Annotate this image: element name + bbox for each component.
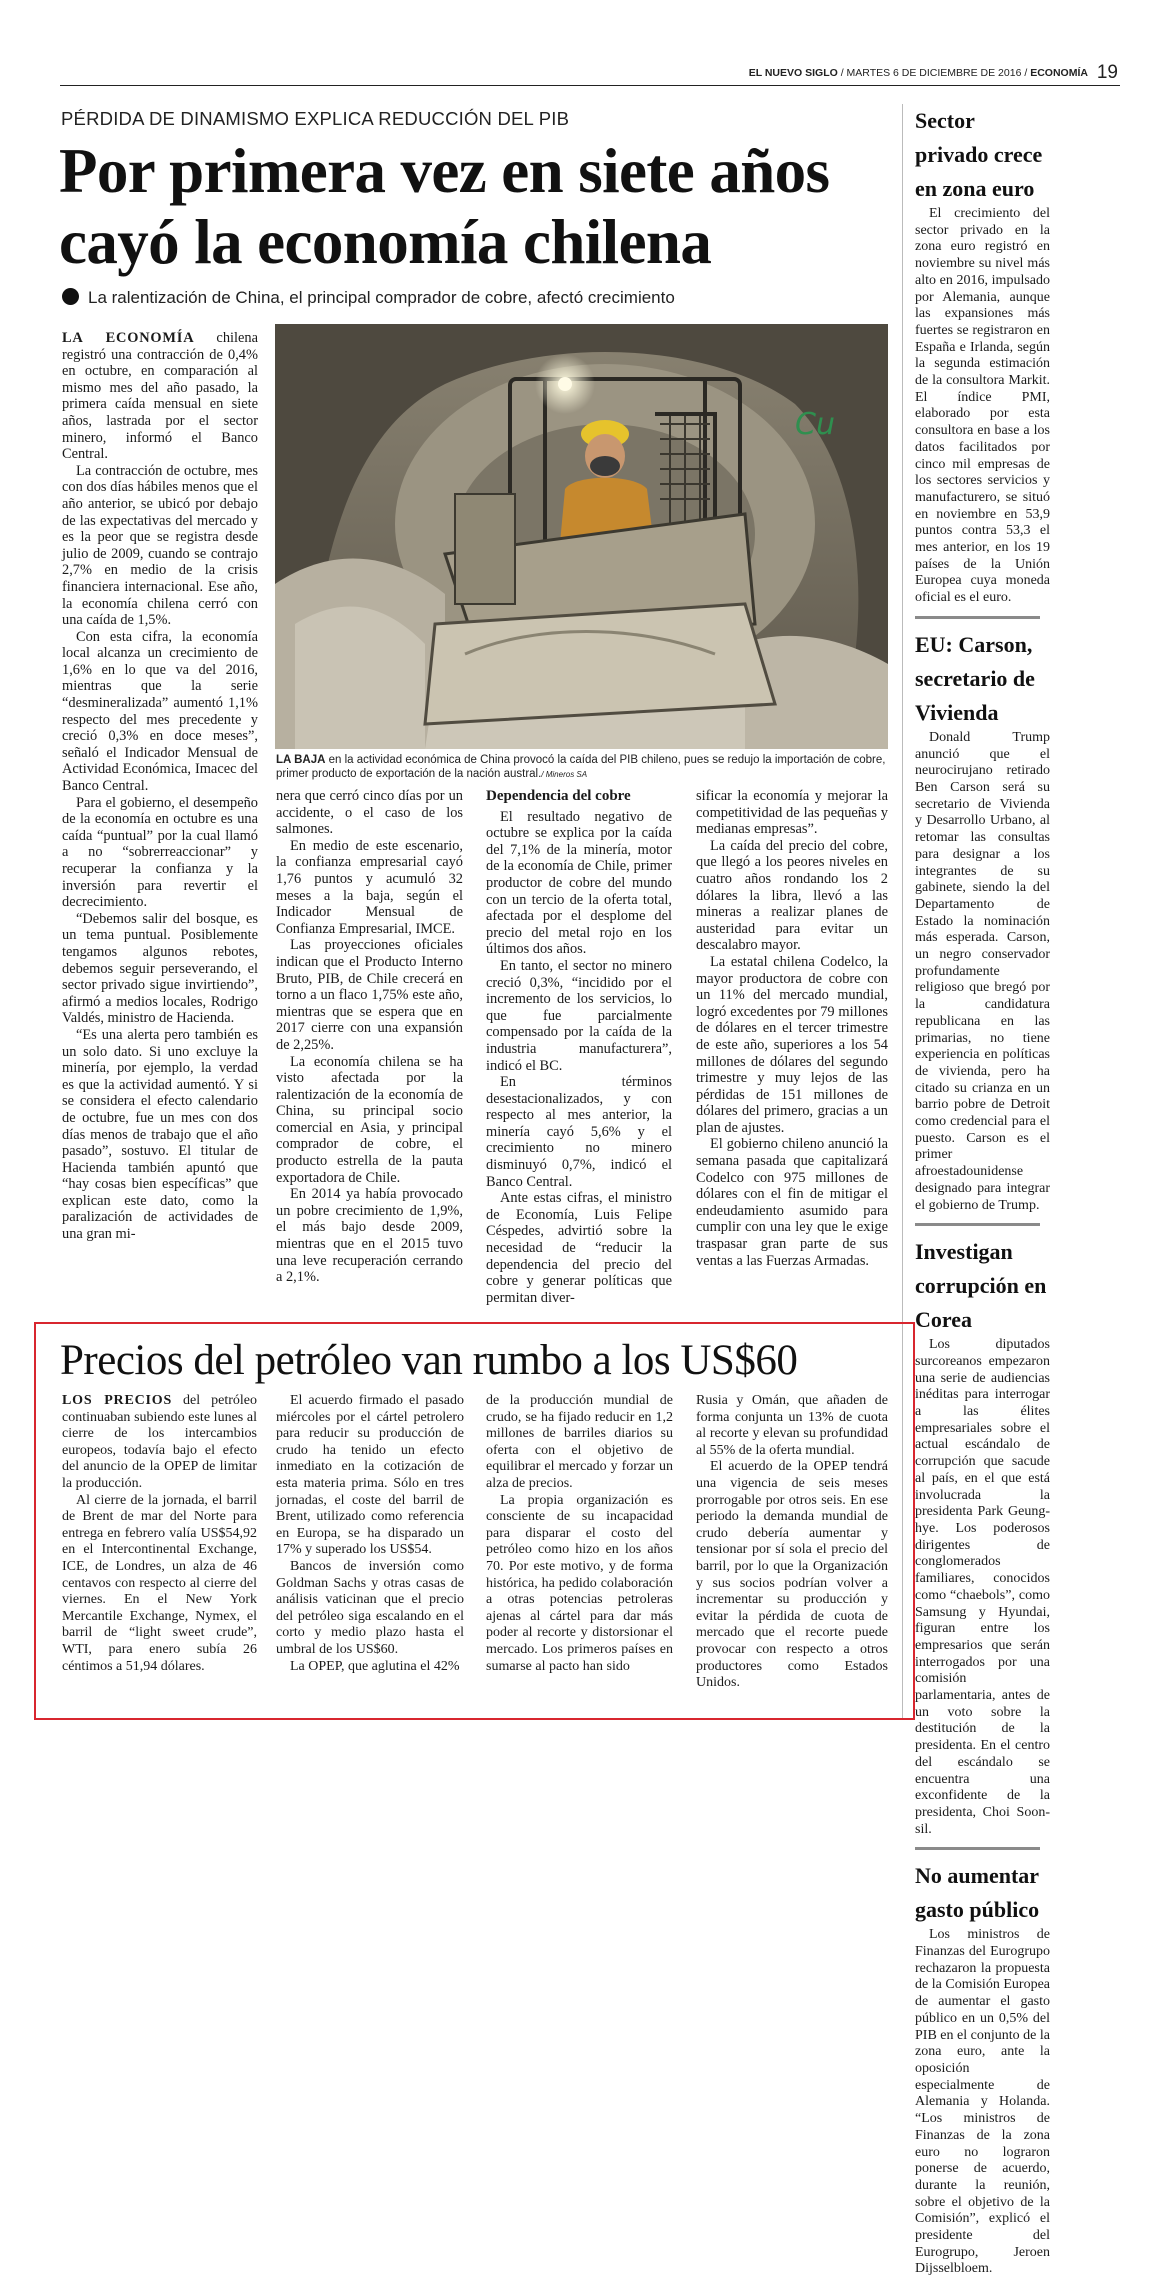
article-column-2 (276, 788, 463, 1315)
brief-item (915, 1859, 1050, 2278)
article-deck (62, 288, 902, 308)
lead-word: LA ECONOMÍA (62, 330, 195, 346)
article-paragraph: La OPEP, que aglutina el 42% (290, 1658, 460, 1674)
caption-text: en la actividad económica de China provocó la caída del PIB chileno, pues se redujo la importación de cobre, primer producto de exportación de la nación austral. (276, 754, 886, 780)
article-paragraph: El acuerdo de la OPEP tendrá una vigencia de seis meses prorrogable por otros seis. En ese periodo la demanda mundial de crudo debería aumentar y tensionar por sí sola el precio del barril, por lo que la Organización y sus socios podrían volver a incrementar su producción y evitar la pérdida de cuota de mercado que el recorte puede provocar con respecto a otros productores como Estados Unidos. (696, 1459, 888, 1691)
oil-column-1 (62, 1393, 257, 1711)
article-paragraph: Al cierre de la jornada, el barril de Brent de mar del Norte para entrega en febrero valía US$54,92 en el Intercontinental Exchange, ICE, de Londres, un alza de 46 centavos con respecto al cierre del viernes. En el New York Mercantile Exchange, Nymex, el barril de “light sweet crude”, WTI, para enero subía 26 céntimos a 51,94 dólares. (62, 1492, 257, 1674)
article-paragraph: En medio de este escenario, la confianza empresarial cayó 1,76 puntos y acumuló 32 meses a la baja, según el Indicador Mensual de Confianza Empresarial, IMCE. (276, 837, 463, 937)
article-column-1 (62, 330, 258, 1315)
article-paragraph: El acuerdo firmado el pasado miércoles por el cártel petrolero para reducir su producción de crudo ha tenido un efecto inmediato en la cotización de esta materia prima. Sólo en tres jornadas, el coste del barril de Brent, utilizado como referencia en Europa, se ha disparado un 17% y superado los US$54. (276, 1393, 464, 1558)
article-paragraph: “Debemos salir del bosque, es un tema puntual. Posiblemente tengamos algunos rebotes, debemos seguir perseverando, el sector privado sigue invirtiendo”, afirmó a medios locales, Rodrigo Valdés, ministro de Hacienda. (62, 910, 258, 1027)
article-paragraph: La propia organización es consciente de su incapacidad para disparar el costo del petróleo como hizo en los años 70. Por este motivo, y de forma histórica, ha pedido colaboración a otras potencias petroleras ajenas al cártel para dar más poder al recorte y distorsionar el mercado. Los primeros países en sumarse al pacto han sido (486, 1492, 673, 1674)
article-paragraph: Bancos de inversión como Goldman Sachs y otras casas de análisis vaticinan que el precio del petróleo siga escalando en el corto y medio plazo hasta el umbral de los US$60. (276, 1558, 464, 1657)
brief-title: EU: Carson, secretario de Vivienda (915, 631, 1035, 725)
brief-item (915, 628, 1050, 1214)
oil-column-4 (696, 1393, 888, 1711)
news-brief-sidebar (915, 104, 1050, 2278)
article-paragraph: La economía chilena se ha visto afectada por la ralentización de la economía de China, su principal socio comercial en Asia, y principal comprador de cobre, el producto estrella de la pauta exportadora de Chile. (276, 1053, 463, 1186)
brief-title: Sector privado crece en zona euro (915, 108, 1043, 201)
masthead: EL NUEVO SIGLO / MARTES 6 DE DICIEMBRE DE 2016 / ECONOMÍA 19 (60, 62, 1120, 86)
photo-credit: / Mineros SA (541, 770, 588, 779)
article-paragraph: sificar la economía y mejorar la competitividad de las pequeñas y medianas empresas”. (696, 788, 888, 838)
article-paragraph: de la producción mundial de crudo, se ha fijado reducir en 1,2 millones de barriles diarios su oferta con el objetivo de equilibrar el mercado y forzar un alza de precios. (486, 1393, 673, 1491)
caption-lead: LA BAJA (276, 754, 326, 766)
headline-line-1: Por primera vez en siete años (59, 136, 830, 206)
brief-text: Los ministros de Finanzas del Eurogrupo rechazaron la propuesta de la Comisión Europea de aumentar el gasto público en un 0,5% del PIB en el conjunto de la zona euro, ante la oposición especialmente de Alemania y Holanda. “Los ministros de Finanzas de la zona euro no lograron ponerse de acuerdo, durante la reunión, sobre el objetivo de la Comisión”, explicó el presidente del Eurogrupo, Jeroen Dijsselbloem. (915, 1927, 1050, 2277)
article-kicker: PÉRDIDA DE DINAMISMO EXPLICA REDUCCIÓN DEL PIB (61, 108, 570, 129)
article-paragraph: LOS PRECIOS del petróleo continuaban subiendo este lunes al cierre de los intercambios europeos, todavía bajo el efecto del anuncio de la OPEP de limitar la producción. (62, 1393, 257, 1491)
brief-text: Donald Trump anunció que el neurocirujano retirado Ben Carson será su secretario de Vivienda y Desarrollo Urbano, al retomar las consultas para designar a los integrantes de su gabinete, siendo la del Departamento de Estado la nominación más esperada. Carson, un negro conservador profundamente religioso que bregó por la candidatura republicana en las primarias, no tiene experiencia en políticas de vivienda, pero ha citado su crianza en un barrio pobre de Detroit como credencial para el puesto. Carson es el primer afroestadounidense designado para integrar el gobierno de Trump. (915, 729, 1050, 1213)
page-number: 19 (1096, 62, 1118, 83)
brief-item (915, 1235, 1050, 1838)
graffiti-text: Cu (795, 407, 835, 442)
brief-item (915, 104, 1050, 607)
article-paragraph: En 2014 ya había provocado un pobre crecimiento de 1,9%, el más bajo desde 2009, mientras que en el 2015 tuvo una leve recuperación cerrando a 2,1%. (276, 1186, 463, 1286)
article-column-4 (696, 788, 888, 1315)
lead-word: LOS PRECIOS (62, 1393, 173, 1408)
issue-date: MARTES 6 DE DICIEMBRE DE 2016 (846, 67, 1022, 79)
article-paragraph: Con esta cifra, la economía local alcanza un crecimiento de 1,6% en lo que va del 2016, mientras que la serie “desmineralizada” aumentó 1,1% respecto del mes precedente y creció 0,3% en doce meses”, señaló el Indicador Mensual de Actividad Económica, Imacec del Banco Central. (62, 628, 258, 795)
article-paragraph: El resultado negativo de octubre se explica por la caída del 7,1% de la minería, motor de la economía de Chile, primer productor de cobre del mundo con un tercio de la oferta total, afectada por el desplome del precio del metal rojo en los últimos dos años. (486, 808, 672, 958)
deck-text: La ralentización de China, el principal comprador de cobre, afectó crecimiento (88, 288, 675, 307)
brief-text: Los diputados surcoreanos empezaron una serie de audiencias inéditas para interrogar a las élites empresariales sobre el actual escándalo de corrupción que sacude al país, en el que está involucrada la presidenta Park Geung-hye. Los poderosos dirigentes de conglomerados familiares, conocidos como “chaebols”, como Samsung y Hyundai, figuran entre los empresarios que serán interrogados por una comisión parlamentaria, antes de un voto sobre la destitución de la presidenta. En el centro del escándalo se encuentra una exconfidente de la presidenta, Choi Soon-sil. (915, 1337, 1050, 1837)
newspaper-name: EL NUEVO SIGLO (748, 67, 838, 79)
article-paragraph: Ante estas cifras, el ministro de Economía, Luis Felipe Céspedes, advirtió sobre la necesidad de “reducir la dependencia del precio del cobre y generar políticas que permitan diver- (486, 1190, 672, 1306)
brief-divider (915, 1847, 1040, 1850)
article-paragraph: En términos desestacionalizados, y con respecto al mes anterior, la minería cayó 5,6% y el crecimiento no minero disminuyó 0,7%, indicó el Banco Central. (486, 1074, 672, 1190)
section-subhead: Dependencia del cobre (486, 788, 631, 804)
brief-divider (915, 1223, 1040, 1226)
headline-line-2: cayó la economía chilena (59, 207, 712, 277)
article-paragraph: El gobierno chileno anunció la semana pasada que capitalizará Codelco con 975 millones de dólares con el fin de mitigar el endeudamiento asumido para cumplir con una ley que le exige traspasar gran parte de sus ventas a las Fuerzas Armadas. (696, 1136, 888, 1269)
oil-column-3 (486, 1393, 673, 1711)
article-paragraph: Rusia y Omán, que añaden de forma conjunta un 13% de cuota al recorte y elevan su profundidad al 55% de la oferta mundial. (696, 1393, 888, 1458)
article-paragraph: La caída del precio del cobre, que llegó a los peores niveles en cuatro años rondando los 2 dólares la libra, llevó a las mineras a realizar planes de austeridad para evitar un descalabro mayor. (696, 837, 888, 954)
article-paragraph: nera que cerró cinco días por un accidente, o el caso de los salmones. (276, 788, 463, 838)
article-headline (59, 136, 899, 278)
article-paragraph: La contracción de octubre, mes con dos días hábiles menos que el año anterior, se ubicó por debajo de las expectativas del mercado y es la peor que se registra desde julio de 2009, cuando se contrajo 2,7% en medio de la crisis financiera internacional. Ese año, la economía chilena cerró con una caída de 1,5%. (62, 462, 258, 629)
miner-loader-illustration (275, 324, 888, 749)
article-paragraph: En tanto, el sector no minero creció 0,3%, “incidido por el incremento de los servicios, lo que fue parcialmente compensado por la caída de la industria manufacturera”, indicó el BC. (486, 957, 672, 1074)
article-paragraph: “Es una alerta pero también es un solo dato. Si uno excluye la minería, por ejemplo, la verdad es que la actividad aumentó. Y si se considera el efecto calendario de octubre, fue un mes con dos días menos de trabajo que el año pasado”, sostuvo. El titular de Hacienda también apuntó que “hay cosas bien específicas” que explican este dato, como la paralización de actividades de una gran mi- (62, 1026, 258, 1243)
section-name: ECONOMÍA (1030, 67, 1088, 79)
oil-article-headline: Precios del petróleo van rumbo a los US$60 (60, 1337, 798, 1384)
photo-caption (276, 753, 888, 782)
article-paragraph: Las proyecciones oficiales indican que el Producto Interno Bruto, PIB, de Chile crecerá en torno a un flaco 1,75% este año, mientras que se espera que en 2017 cierre con una expansión de 2,25%. (276, 937, 463, 1053)
article-paragraph: La estatal chilena Codelco, la mayor productora de cobre con un 11% del mercado mundial, logró excedentes por 79 millones de dólares en el tercer trimestre de este año, superiores a los 54 millones de dólares del segundo trimestre y muy lejos de las pérdidas de 151 millones de dólares del primero, gracias a un plan de ajustes. (696, 953, 888, 1136)
mining-photo (275, 324, 888, 749)
article-paragraph: Para el gobierno, el desempeño de la economía en octubre es una caída “puntual” por la cual llamó a no “sobrerreaccionar” y recuperar la confianza y la inversión para revertir el decrecimiento. (62, 794, 258, 911)
brief-title: Investigan corrupción en Corea (915, 1239, 1047, 1333)
article-column-3 (486, 788, 672, 1315)
brief-divider (915, 616, 1040, 619)
brief-title: No aumentar gasto público (915, 1863, 1040, 1923)
article-paragraph: LA ECONOMÍA chilena registró una contracción de 0,4% en octubre, en comparación al mismo mes del año pasado, la primera caída mensual en siete años, lastrada por el sector minero, informó el Banco Central. (62, 330, 258, 463)
oil-column-2 (276, 1393, 464, 1711)
brief-text: El crecimiento del sector privado en la zona euro registró en noviembre su nivel más alto en 2016, impulsado por Alemania, aunque las expansiones más fuertes se registraron en España e Irlanda, según la segunda estimación de la consultora Markit. El índice PMI, elaborado por esta consultora en base a los datos facilitados por cinco mil empresas de los sectores servicios y manufacturero, se situó en noviembre en 53,9 puntos contra 53,3 el mes anterior, en los 19 países de la Unión Europea cuya moneda oficial es el euro. (915, 206, 1050, 606)
bullet-dot-icon (62, 288, 79, 305)
